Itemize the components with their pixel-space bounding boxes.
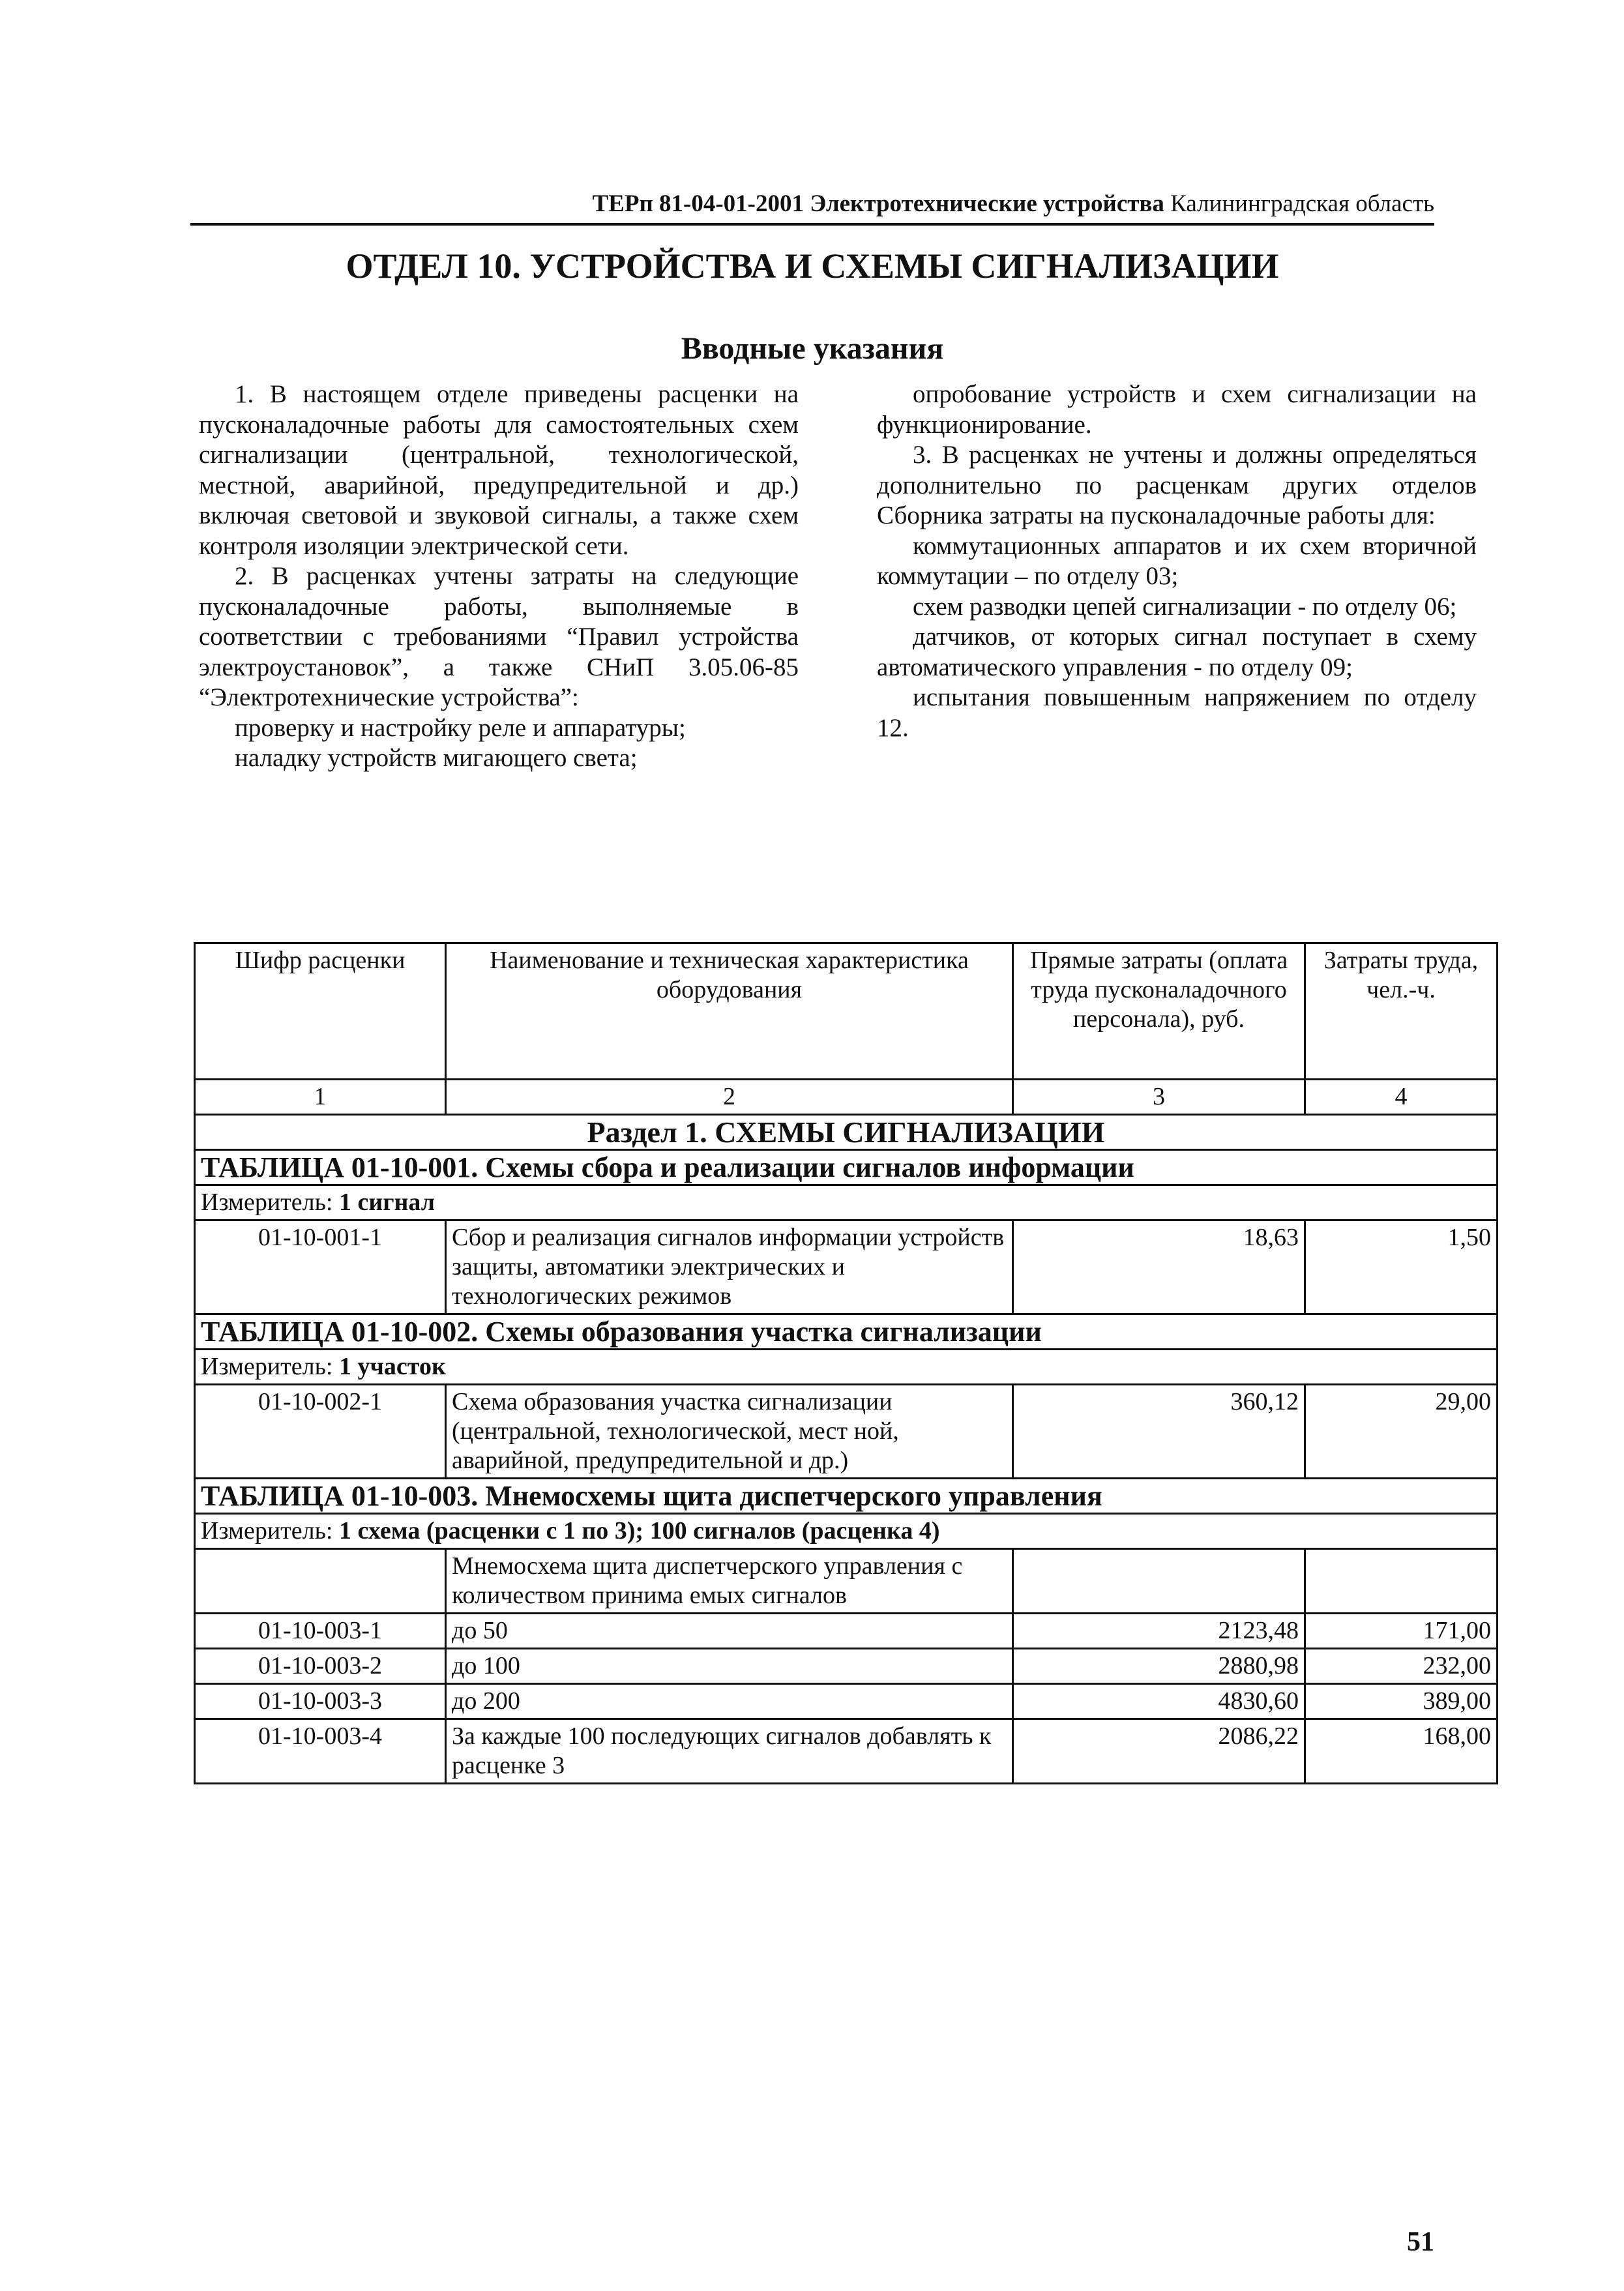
intro-list-item: проверку и настройку реле и аппаратуры;	[235, 713, 686, 742]
rate-name: Схема образования участка сигнализации (центральной, технологической, мест ной, аварийной, предупредительной и др.)	[446, 1385, 1013, 1479]
group-title: ТАБЛИЦА 01-10-002. Схемы образования участка сигнализации	[195, 1314, 1498, 1350]
table-header-row	[195, 943, 1498, 1080]
group-title-row	[195, 1150, 1498, 1185]
rate-code: 01-10-003-2	[195, 1649, 446, 1684]
rate-cost: 360,12	[1013, 1385, 1305, 1479]
intro-right-column	[877, 379, 1477, 743]
table-row	[195, 1220, 1498, 1314]
rate-code: 01-10-001-1	[195, 1220, 446, 1314]
rate-code: 01-10-003-3	[195, 1684, 446, 1719]
rate-cost: 2123,48	[1013, 1614, 1305, 1649]
intro-list-item: наладку устройств мигающего света;	[235, 744, 638, 772]
header-cost-column: Прямые затраты (оплата труда пусконаладочного персонала), руб.	[1013, 943, 1305, 1080]
table-row	[195, 1684, 1498, 1719]
rate-cost: 2086,22	[1013, 1719, 1305, 1784]
table-row	[195, 1649, 1498, 1684]
column-number: 2	[446, 1080, 1013, 1115]
section-title: ОТДЕЛ 10. УСТРОЙСТВА И СХЕМЫ СИГНАЛИЗАЦИИ	[346, 246, 1279, 286]
column-number-row	[195, 1080, 1498, 1115]
intro-title: Вводные указания	[681, 331, 944, 366]
intro-paragraph: опробование устройств и схем сигнализации на функционирование.	[877, 380, 1477, 439]
subheading-row	[195, 1549, 1498, 1614]
meter-label: Измеритель:	[201, 1517, 333, 1545]
rate-name: За каждые 100 последующих сигналов добавлять к расценке 3	[446, 1719, 1013, 1784]
group-title-row	[195, 1479, 1498, 1514]
intro-list-item: коммутационных аппаратов и их схем вторичной коммутации – по отделу 03;	[877, 531, 1477, 590]
rate-cost: 4830,60	[1013, 1684, 1305, 1719]
rate-labor: 389,00	[1305, 1684, 1498, 1719]
header-code: ТЕРп 81-04-01-2001 Электротехнические устройства	[592, 190, 1164, 217]
rate-labor: 171,00	[1305, 1614, 1498, 1649]
rate-labor: 232,00	[1305, 1649, 1498, 1684]
meter-label: Измеритель:	[201, 1353, 333, 1380]
meter-value: 1 схема (расценки с 1 по 3); 100 сигналов (расценка 4)	[339, 1517, 940, 1545]
header-region: Калининградская область	[1170, 190, 1434, 217]
meter-row	[195, 1350, 1498, 1385]
rate-labor: 168,00	[1305, 1719, 1498, 1784]
running-header	[190, 189, 1434, 226]
table-row	[195, 1385, 1498, 1479]
part-title: Раздел 1. СХЕМЫ СИГНАЛИЗАЦИИ	[195, 1115, 1498, 1150]
column-number: 4	[1305, 1080, 1498, 1115]
table-row	[195, 1719, 1498, 1784]
intro-paragraph: 2. В расценках учтены затраты на следующие пусконаладочные работы, выполняемые в соответствии с требованиями “Правил устройства электроустановок”, а также СНиП 3.05.06-85 “Электротехнические устройства”:	[199, 562, 799, 711]
column-number: 1	[195, 1080, 446, 1115]
intro-list-item: испытания повышенным напряжением по отделу 12.	[877, 683, 1477, 742]
rates-table	[194, 942, 1498, 1784]
group-title-row	[195, 1314, 1498, 1350]
table-row	[195, 1614, 1498, 1649]
meter-value: 1 сигнал	[339, 1189, 436, 1216]
header-name-column: Наименование и техническая характеристика оборудования	[446, 943, 1013, 1080]
column-number: 3	[1013, 1080, 1305, 1115]
meter-label: Измеритель:	[201, 1189, 333, 1216]
rate-labor: 29,00	[1305, 1385, 1498, 1479]
intro-left-column	[199, 379, 799, 774]
intro-paragraph: 3. В расценках не учтены и должны определяться дополнительно по расценкам других отделов Сборника затраты на пусконаладочные работы для:	[877, 441, 1477, 529]
rate-labor: 1,50	[1305, 1220, 1498, 1314]
rate-code: 01-10-003-4	[195, 1719, 446, 1784]
meter-value: 1 участок	[339, 1353, 446, 1380]
rate-name: Сбор и реализация сигналов информации устройств защиты, автоматики электрических и технологических режимов	[446, 1220, 1013, 1314]
rate-name: до 50	[446, 1614, 1013, 1649]
meter-row	[195, 1185, 1498, 1220]
rate-cost: 18,63	[1013, 1220, 1305, 1314]
group-title: ТАБЛИЦА 01-10-003. Мнемосхемы щита диспетчерского управления	[195, 1479, 1498, 1514]
page-number: 51	[1407, 2227, 1434, 2257]
part-title-row	[195, 1115, 1498, 1150]
rate-name: до 100	[446, 1649, 1013, 1684]
meter-row	[195, 1514, 1498, 1549]
header-code-column: Шифр расценки	[195, 943, 446, 1080]
intro-list-item: датчиков, от которых сигнал поступает в схему автоматического управления - по отделу 09;	[877, 623, 1477, 681]
rate-code: 01-10-003-1	[195, 1614, 446, 1649]
group-title: ТАБЛИЦА 01-10-001. Схемы сбора и реализации сигналов информации	[195, 1150, 1498, 1185]
intro-list-item: схем разводки цепей сигнализации - по отделу 06;	[913, 592, 1457, 621]
rate-code: 01-10-002-1	[195, 1385, 446, 1479]
header-labor-column: Затраты труда, чел.-ч.	[1305, 943, 1498, 1080]
group-subheading: Мнемосхема щита диспетчерского управления с количеством принима емых сигналов	[446, 1549, 1013, 1614]
intro-paragraph: 1. В настоящем отделе приведены расценки на пусконаладочные работы для самостоятельных схем сигнализации (центральной, технологической, местной, аварийной, предупредительной и др.) включая световой и звуковой сигналы, а также схем контроля изоляции электрической сети.	[199, 380, 799, 560]
rate-name: до 200	[446, 1684, 1013, 1719]
rate-cost: 2880,98	[1013, 1649, 1305, 1684]
